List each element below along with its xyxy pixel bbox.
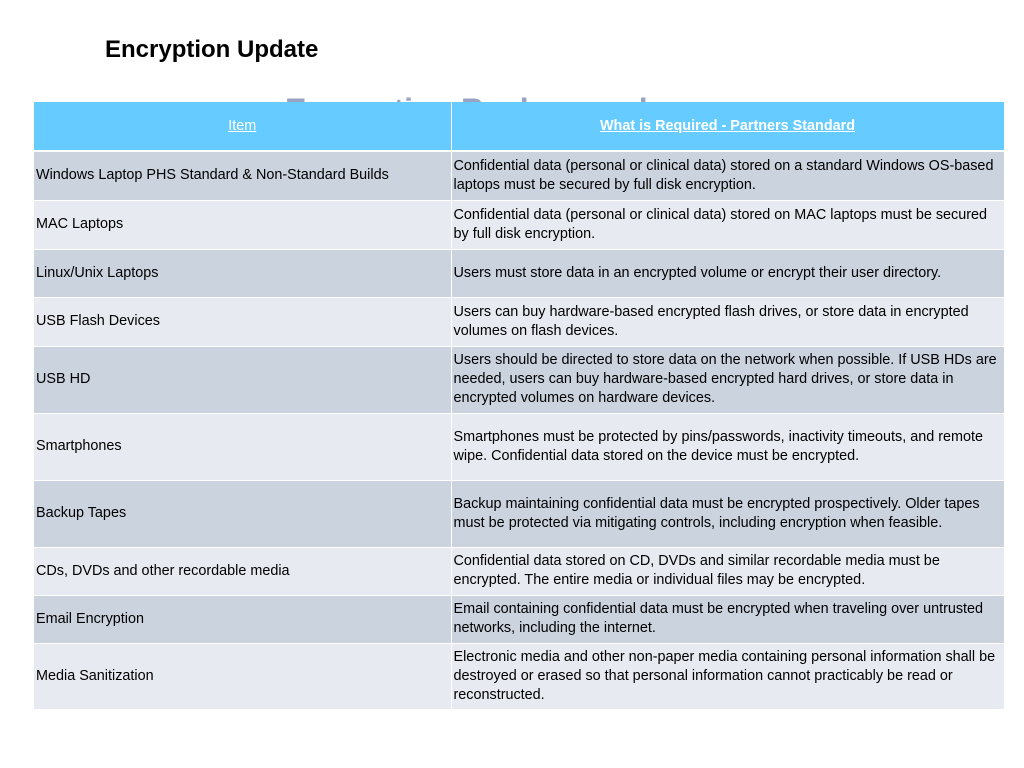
item-cell: Windows Laptop PHS Standard & Non-Standard Builds: [34, 151, 451, 200]
table-row: [34, 297, 1004, 346]
requirement-cell: Email containing confidential data must be encrypted when traveling over untrusted networks, including the internet.: [451, 595, 1004, 643]
item-cell: Linux/Unix Laptops: [34, 249, 451, 297]
requirement-cell: Electronic media and other non-paper media containing personal information shall be destroyed or erased so that personal information cannot practicably be read or reconstructed.: [451, 643, 1004, 709]
item-cell: USB HD: [34, 346, 451, 413]
item-cell: Email Encryption: [34, 595, 451, 643]
requirement-cell: Confidential data (personal or clinical data) stored on a standard Windows OS-based laptops must be secured by full disk encryption.: [451, 151, 1004, 200]
item-cell: Backup Tapes: [34, 480, 451, 547]
table-row: [34, 346, 1004, 413]
slide-title: Encryption Update: [105, 36, 319, 63]
requirement-cell: Backup maintaining confidential data must be encrypted prospectively. Older tapes must be protected via mitigating controls, including encryption when feasible.: [451, 480, 1004, 547]
item-cell: CDs, DVDs and other recordable media: [34, 547, 451, 595]
item-cell: USB Flash Devices: [34, 297, 451, 346]
table-row: [34, 547, 1004, 595]
header-requirement[interactable]: What is Required - Partners Standard: [451, 102, 1004, 151]
table-row: [34, 151, 1004, 200]
requirement-cell: Confidential data (personal or clinical data) stored on MAC laptops must be secured by full disk encryption.: [451, 200, 1004, 249]
table-row: [34, 480, 1004, 547]
item-cell: Media Sanitization: [34, 643, 451, 709]
table-row: [34, 595, 1004, 643]
header-item[interactable]: Item: [34, 102, 451, 151]
encryption-table: [34, 102, 1005, 710]
item-cell: MAC Laptops: [34, 200, 451, 249]
table-row: [34, 643, 1004, 709]
requirement-cell: Smartphones must be protected by pins/passwords, inactivity timeouts, and remote wipe. Confidential data stored on the device must be encrypted.: [451, 413, 1004, 480]
requirement-cell: Users can buy hardware-based encrypted flash drives, or store data in encrypted volumes on flash devices.: [451, 297, 1004, 346]
item-cell: Smartphones: [34, 413, 451, 480]
requirement-cell: Confidential data stored on CD, DVDs and similar recordable media must be encrypted. The entire media or individual files may be encrypted.: [451, 547, 1004, 595]
table-row: [34, 200, 1004, 249]
requirement-cell: Users must store data in an encrypted volume or encrypt their user directory.: [451, 249, 1004, 297]
table-header-row: [34, 102, 1004, 151]
table-row: [34, 413, 1004, 480]
requirement-cell: Users should be directed to store data on the network when possible. If USB HDs are needed, users can buy hardware-based encrypted hard drives, or store data in encrypted volumes on hardware devices.: [451, 346, 1004, 413]
table-row: [34, 249, 1004, 297]
